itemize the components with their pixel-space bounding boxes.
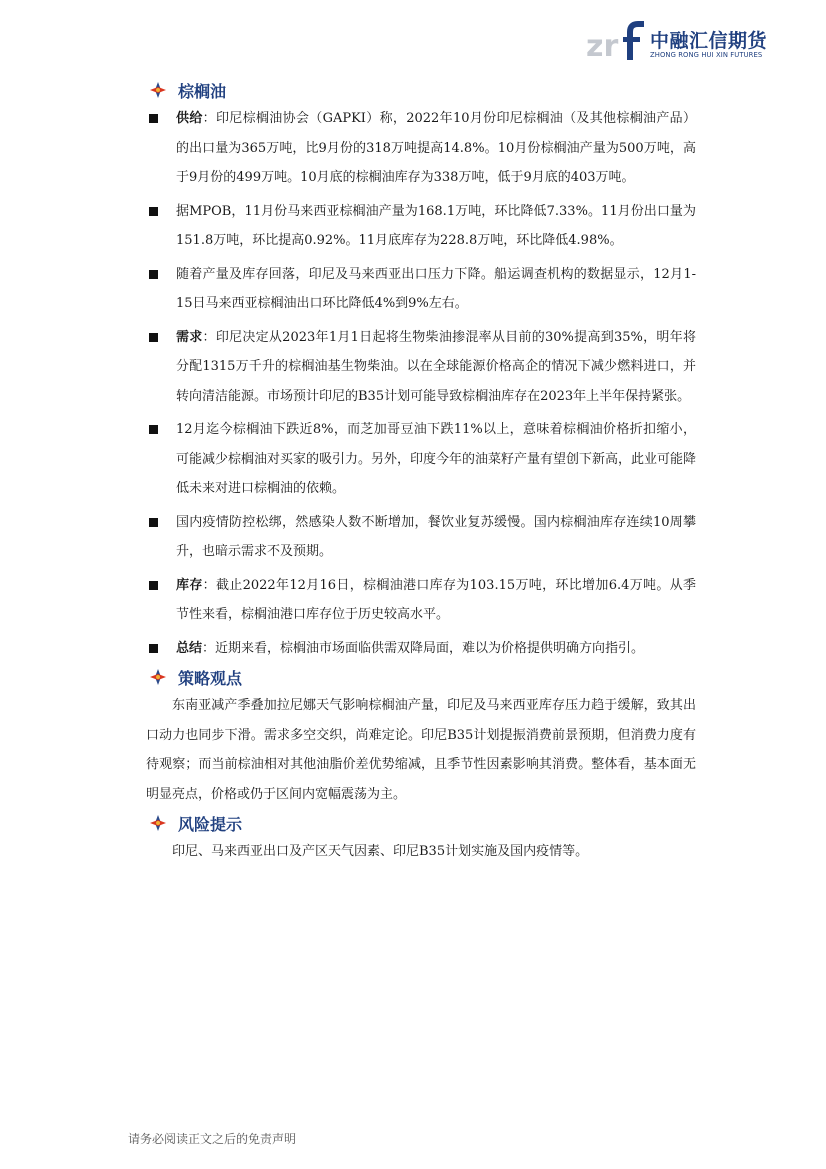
company-logo bbox=[586, 20, 776, 64]
list-item-domestic-epidemic bbox=[148, 508, 696, 567]
section-marker-icon bbox=[148, 667, 168, 687]
section-title: 棕榈油 bbox=[178, 81, 227, 101]
item-text: ：印尼决定从2023年1月1日起将生物柴油掺混率从目前的30%提高到35%，明年将分配1315万千升的棕榈油基生物柴油。以在全球能源价格高企的情况下减少燃料进口，并转向清洁能源。市场预计印尼的B35计划可能导致棕榈油库存在2023年上半年保持紧张。 bbox=[176, 329, 696, 404]
zrf-logo-mark-icon bbox=[586, 20, 646, 64]
item-label: 总结 bbox=[176, 640, 203, 656]
list-item-inventory bbox=[148, 571, 696, 630]
bullet-square-icon bbox=[149, 425, 158, 434]
item-text: 据MPOB，11月份马来西亚棕榈油产量为168.1万吨，环比降低7.33%。11月份出口量为151.8万吨，环比提高0.92%。11月底库存为228.8万吨，环比降低4.98%。 bbox=[176, 203, 696, 248]
bullet-square-icon bbox=[149, 270, 158, 279]
section-heading-strategy bbox=[148, 663, 696, 691]
bullet-square-icon bbox=[149, 207, 158, 216]
disclaimer-footer: 请务必阅读正文之后的免责声明 bbox=[128, 1132, 297, 1146]
list-item-export-pressure bbox=[148, 260, 696, 319]
list-item-summary bbox=[148, 634, 696, 664]
bullet-square-icon bbox=[149, 114, 158, 123]
item-text: ：近期来看，棕榈油市场面临供需双降局面，难以为价格提供明确方向指引。 bbox=[202, 640, 645, 656]
list-item-price-discount bbox=[148, 415, 696, 504]
section-marker-icon bbox=[148, 813, 168, 833]
item-text: 国内疫情防控松绑，然感染人数不断增加，餐饮业复苏缓慢。国内棕榈油库存连续10周攀升，也暗示需求不及预期。 bbox=[176, 514, 696, 559]
item-label: 供给 bbox=[176, 111, 203, 126]
list-item-mpob bbox=[148, 197, 696, 256]
palm-oil-item-list bbox=[148, 104, 696, 663]
list-item-demand bbox=[148, 323, 696, 412]
item-label: 库存 bbox=[176, 577, 203, 593]
bullet-square-icon bbox=[149, 518, 158, 527]
svg-text:zr: zr bbox=[586, 29, 619, 64]
section-heading-palm-oil bbox=[148, 76, 696, 104]
item-text: ：印尼棕榈油协会（GAPKI）称，2022年10月份印尼棕榈油（及其他棕榈油产品）的出口量为365万吨，比9月份的318万吨提高14.8%。10月份棕榈油产量为500万吨，高于9月份的499万吨。10月底的棕榈油库存为338万吨，低于9月底的403万吨。 bbox=[176, 111, 696, 185]
item-label: 需求 bbox=[176, 329, 203, 345]
bullet-square-icon bbox=[149, 581, 158, 590]
section-heading-risk bbox=[148, 809, 696, 837]
risk-paragraph: 印尼、马来西亚出口及产区天气因素、印尼B35计划实施及国内疫情等。 bbox=[172, 844, 589, 859]
item-text: 随着产量及库存回落，印尼及马来西亚出口压力下降。船运调查机构的数据显示，12月1-15日马来西亚棕榈油出口环比降低4%到9%左右。 bbox=[176, 266, 696, 311]
list-item-supply bbox=[148, 104, 696, 193]
item-text: 12月迄今棕榈油下跌近8%，而芝加哥豆油下跌11%以上，意味着棕榈油价格折扣缩小，可能减少棕榈油对买家的吸引力。另外，印度今年的油菜籽产量有望创下新高，此业可能降低未来对进口棕榈油的依赖。 bbox=[176, 422, 697, 496]
logo-english-name: ZHONG RONG HUI XIN FUTURES bbox=[650, 51, 763, 59]
item-text: ：截止2022年12月16日，棕榈油港口库存为103.15万吨，环比增加6.4万吨。从季节性来看，棕榈油港口库存位于历史较高水平。 bbox=[176, 577, 696, 622]
report-body bbox=[148, 76, 696, 867]
section-marker-icon bbox=[148, 80, 168, 100]
section-title: 风险提示 bbox=[178, 814, 243, 834]
logo-chinese-name: 中融汇信期货 bbox=[650, 30, 768, 52]
bullet-square-icon bbox=[149, 644, 158, 653]
bullet-square-icon bbox=[149, 333, 158, 342]
section-title: 策略观点 bbox=[178, 668, 243, 688]
strategy-paragraph: 东南亚减产季叠加拉尼娜天气影响棕榈油产量，印尼及马来西亚库存压力趋于缓解，致其出口动力也同步下滑。需求多空交织，尚难定论。印尼B35计划提振消费前景预期，但消费力度有待观察；而当前棕油相对其他油脂价差优势缩减，且季节性因素影响其消费。整体看，基本面无明显亮点，价格或仍于区间内宽幅震荡为主。 bbox=[146, 698, 696, 802]
